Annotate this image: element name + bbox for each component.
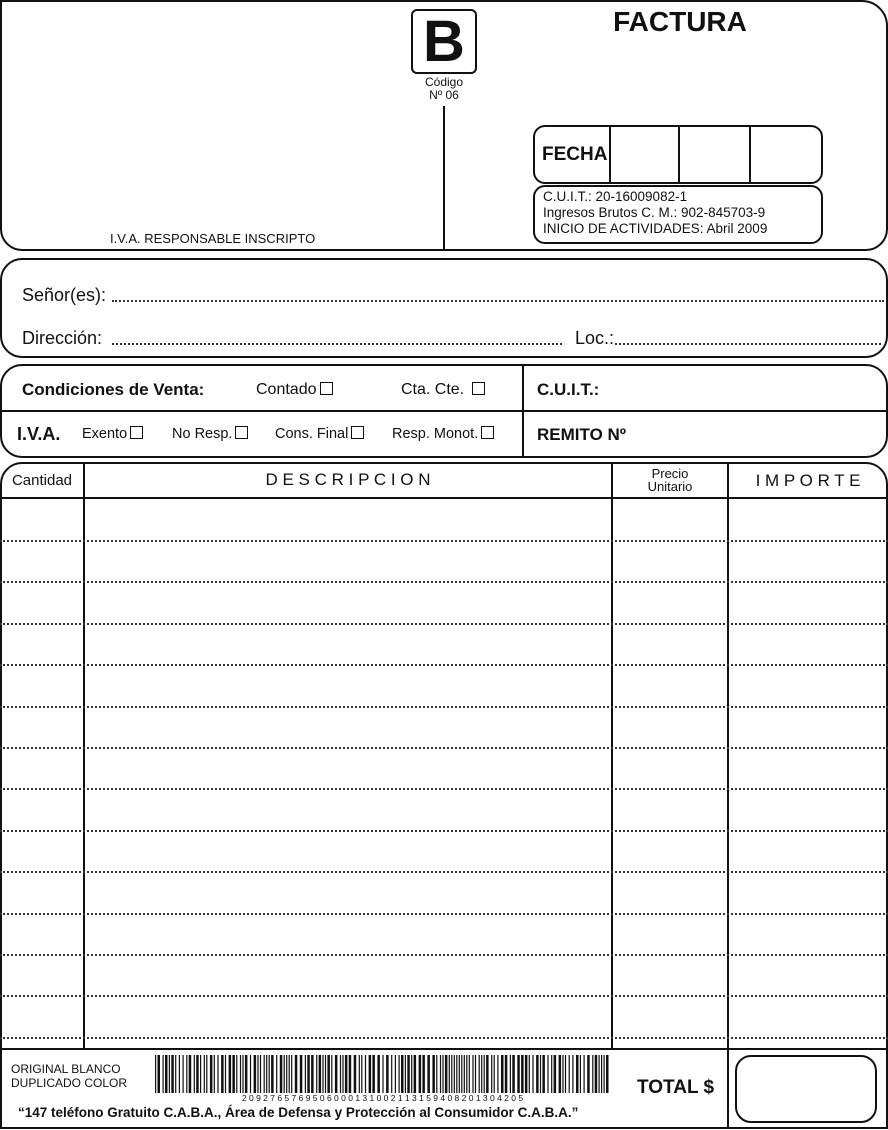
exento-label: Exento <box>82 426 128 442</box>
fecha-label: FECHA <box>535 127 611 182</box>
barcode-bar <box>451 1055 452 1093</box>
ingresos-brutos: Ingresos Brutos C. M.: 902-845703-9 <box>543 205 766 220</box>
barcode-bar <box>540 1055 541 1093</box>
cons-final-checkbox[interactable] <box>351 426 364 439</box>
barcode-bar <box>295 1055 298 1093</box>
table-row[interactable] <box>0 830 888 832</box>
barcode-bar <box>547 1055 548 1093</box>
barcode-bar <box>436 1055 437 1093</box>
barcode-bar <box>536 1055 539 1093</box>
barcode-bar <box>354 1055 357 1093</box>
barcode-number: 2 0 9 2 7 6 5 7 6 9 5 0 6 0 0 0 1 3 1 0 0 2 1 1 3 1 5 9 4 0 8 2 0 1 3 0 4 2 0 5 <box>241 1093 524 1103</box>
remito-label: REMITO Nº <box>537 425 627 444</box>
barcode-bar <box>284 1055 285 1093</box>
barcode-bar <box>266 1055 267 1093</box>
table-row[interactable] <box>0 995 888 997</box>
barcode-bar <box>286 1055 287 1093</box>
barcode-bar <box>300 1055 303 1093</box>
no-resp-option[interactable] <box>172 426 248 442</box>
barcode-bar <box>459 1055 460 1093</box>
barcode-bar <box>414 1055 417 1093</box>
barcode-bar <box>449 1055 450 1093</box>
barcode-bar <box>401 1055 404 1093</box>
cta-cte-label: Cta. Cte. <box>401 381 465 398</box>
client-cuit-label: C.U.I.T.: <box>537 380 600 399</box>
barcode-bar <box>240 1055 241 1093</box>
table-row[interactable] <box>0 913 888 915</box>
barcode-bar <box>469 1055 470 1093</box>
barcode-bar <box>391 1055 392 1093</box>
col-divider-1 <box>83 462 85 1049</box>
barcode-bar <box>472 1055 473 1093</box>
resp-monot-checkbox[interactable] <box>481 426 494 439</box>
header-descripcion: D E S C R I P C I O N <box>265 470 431 489</box>
barcode-bar <box>260 1055 261 1093</box>
barcode-bar <box>155 1055 156 1093</box>
table-row[interactable] <box>0 747 888 749</box>
barcode-bar <box>411 1055 412 1093</box>
direccion-field[interactable] <box>112 343 562 345</box>
barcode-bar <box>204 1055 205 1093</box>
iva-condition: I.V.A. RESPONSABLE INSCRIPTO <box>110 231 316 246</box>
barcode-bar <box>171 1055 174 1093</box>
table-row[interactable] <box>0 706 888 708</box>
barcode-bar <box>335 1055 338 1093</box>
contado-option[interactable] <box>256 381 333 399</box>
barcode-bar <box>214 1055 215 1093</box>
barcode-bar <box>399 1055 400 1093</box>
barcode-bar <box>322 1055 323 1093</box>
invoice-letter-box <box>411 9 477 74</box>
issuer-cuit: C.U.I.T.: 20-16009082-1 <box>543 189 688 204</box>
no-resp-checkbox[interactable] <box>235 426 248 439</box>
barcode-bar <box>521 1055 524 1093</box>
barcode-bar <box>491 1055 492 1093</box>
barcode-bar <box>369 1055 372 1093</box>
barcode-bar <box>569 1055 570 1093</box>
venta-row <box>22 380 204 400</box>
barcode-bar <box>494 1055 495 1093</box>
barcode-bar <box>440 1055 441 1093</box>
table-row[interactable] <box>0 954 888 956</box>
codigo <box>404 76 484 102</box>
fecha-box <box>533 125 823 184</box>
barcode-bar <box>194 1055 195 1093</box>
barcode-bar <box>361 1055 362 1093</box>
fecha-year[interactable] <box>751 127 821 182</box>
loc-field[interactable] <box>615 343 881 345</box>
barcode-bar <box>276 1055 277 1093</box>
copy-info <box>11 1062 127 1090</box>
exento-option[interactable] <box>82 426 143 442</box>
barcode-bar <box>217 1055 218 1093</box>
barcode-bar <box>359 1055 360 1093</box>
barcode-bar <box>432 1055 435 1093</box>
table-row[interactable] <box>0 581 888 583</box>
barcode-bar <box>604 1055 605 1093</box>
barcode-bar <box>250 1055 251 1093</box>
barcode-bar <box>345 1055 348 1093</box>
barcode-bar <box>525 1055 528 1093</box>
table-row[interactable] <box>0 540 888 542</box>
table-row[interactable] <box>0 664 888 666</box>
header-importe: I M P O R T E <box>755 471 861 490</box>
barcode-bar <box>565 1055 566 1093</box>
fecha-day[interactable] <box>611 127 680 182</box>
contado-label: Contado <box>256 381 317 398</box>
codigo-label: Código <box>424 75 464 89</box>
total-field[interactable] <box>735 1055 877 1123</box>
barcode-bar <box>289 1055 290 1093</box>
barcode-bar <box>257 1055 258 1093</box>
loc-label: Loc.: <box>575 328 615 348</box>
table-row[interactable] <box>0 1037 888 1039</box>
barcode-bar <box>481 1055 482 1093</box>
invoice-letter: B <box>423 9 465 74</box>
barcode-bar <box>232 1055 235 1093</box>
copy-original: ORIGINAL BLANCO <box>11 1062 121 1076</box>
cta-cte-option[interactable] <box>401 381 485 399</box>
barcode-bar <box>422 1055 425 1093</box>
exento-checkbox[interactable] <box>130 426 143 439</box>
barcode-bar <box>382 1055 383 1093</box>
barcode-bar <box>419 1055 422 1093</box>
barcode-bar <box>340 1055 341 1093</box>
barcode-bar <box>576 1055 579 1093</box>
no-resp-label: No Resp. <box>172 426 233 442</box>
barcode-bar <box>305 1055 306 1093</box>
barcode-bar <box>532 1055 533 1093</box>
barcode-bar <box>484 1055 485 1093</box>
barcode-bar <box>551 1055 552 1093</box>
barcode-bar <box>497 1055 498 1093</box>
barcode-bar <box>349 1055 352 1093</box>
iva-label: I.V.A. <box>17 424 61 444</box>
barcode-bar <box>599 1055 600 1093</box>
cons-final-label: Cons. Final <box>275 426 349 442</box>
barcode-bar <box>405 1055 406 1093</box>
barcode-bar <box>587 1055 590 1093</box>
barcode-bar <box>271 1055 274 1093</box>
table-header-divider <box>0 497 888 499</box>
barcode-bar <box>229 1055 232 1093</box>
barcode-bar <box>562 1055 563 1093</box>
barcode-bar <box>183 1055 184 1093</box>
conditions-divider-v <box>522 364 524 458</box>
codigo-number: Nº 06 <box>429 88 459 102</box>
barcode-bar <box>517 1055 520 1093</box>
barcode-bar <box>461 1055 462 1093</box>
barcode-bar <box>158 1055 161 1093</box>
barcode-bar <box>466 1055 467 1093</box>
barcode-bar <box>372 1055 375 1093</box>
barcode-bar <box>464 1055 465 1093</box>
barcode-bar <box>542 1055 545 1093</box>
barcode-bar <box>196 1055 199 1093</box>
header-precio-line1: Precio <box>651 466 689 481</box>
barcode-bar <box>595 1055 598 1093</box>
barcode-bar <box>319 1055 322 1093</box>
fecha-month[interactable] <box>680 127 751 182</box>
barcode-bar <box>606 1055 609 1093</box>
table-row[interactable] <box>0 623 888 625</box>
barcode-bar <box>592 1055 593 1093</box>
barcode-bar <box>169 1055 170 1093</box>
barcode-bar <box>505 1055 508 1093</box>
senores-field[interactable] <box>112 300 884 302</box>
issuer-info <box>533 185 823 244</box>
barcode-bar <box>327 1055 330 1093</box>
barcode-bar <box>200 1055 201 1093</box>
table-row[interactable] <box>0 788 888 790</box>
header-precio-line2: Unitario <box>647 479 693 494</box>
barcode-bar <box>206 1055 207 1093</box>
barcode-bar <box>245 1055 248 1093</box>
barcode-bar <box>501 1055 504 1093</box>
contado-checkbox[interactable] <box>320 382 333 395</box>
barcode-bar <box>291 1055 292 1093</box>
barcode-bar <box>264 1055 265 1093</box>
barcode-bar <box>407 1055 410 1093</box>
resp-monot-label: Resp. Monot. <box>392 426 479 442</box>
barcode-bar <box>225 1055 226 1093</box>
barcode-bar <box>580 1055 581 1093</box>
conditions-divider-h <box>0 410 888 412</box>
barcode-bar <box>342 1055 343 1093</box>
barcode-bar <box>331 1055 332 1093</box>
consumer-notice: “147 teléfono Gratuito C.A.B.A., Área de Defensa y Protección al Consumidor C.A.B.A.” <box>18 1105 579 1120</box>
barcode-bar <box>456 1055 457 1093</box>
header-cantidad: Cantidad <box>11 472 73 489</box>
header-divider <box>443 106 445 251</box>
barcode-bar <box>377 1055 380 1093</box>
barcode-bar <box>486 1055 489 1093</box>
copy-duplicado: DUPLICADO COLOR <box>11 1076 128 1090</box>
barcode-bar <box>242 1055 243 1093</box>
barcode-bar <box>163 1055 164 1093</box>
col-divider-3 <box>727 462 729 1129</box>
barcode-bar <box>311 1055 314 1093</box>
barcode-bar <box>584 1055 585 1093</box>
barcode-bar <box>165 1055 168 1093</box>
barcode-bar <box>325 1055 326 1093</box>
barcode-bar <box>572 1055 573 1093</box>
barcode-bar <box>395 1055 396 1093</box>
barcode-bar <box>386 1055 389 1093</box>
total-label: TOTAL $ <box>637 1077 715 1098</box>
barcode <box>155 1055 610 1095</box>
barcode-bar <box>189 1055 192 1093</box>
barcode-bar <box>186 1055 187 1093</box>
cons-final-option[interactable] <box>275 426 364 442</box>
barcode-bar <box>316 1055 317 1093</box>
barcode-bar <box>280 1055 283 1093</box>
document-title: FACTURA <box>613 6 747 37</box>
senores-label: Señor(es): <box>22 285 107 305</box>
barcode-bar <box>365 1055 366 1093</box>
barcode-bar <box>427 1055 430 1093</box>
barcode-bar <box>221 1055 224 1093</box>
barcode-bar <box>529 1055 530 1093</box>
resp-monot-option[interactable] <box>392 426 494 442</box>
venta-label: Condiciones de Venta: <box>22 380 205 399</box>
barcode-bar <box>269 1055 270 1093</box>
barcode-bar <box>510 1055 511 1093</box>
barcode-bar <box>454 1055 455 1093</box>
col-divider-2 <box>611 462 613 1049</box>
barcode-bar <box>179 1055 180 1093</box>
barcode-bar <box>175 1055 176 1093</box>
barcode-bar <box>475 1055 476 1093</box>
table-row[interactable] <box>0 871 888 873</box>
barcode-bar <box>445 1055 448 1093</box>
barcode-bar <box>512 1055 515 1093</box>
direccion-label: Dirección: <box>22 328 103 348</box>
header-precio-unitario <box>612 467 728 493</box>
cta-cte-checkbox[interactable] <box>472 382 485 395</box>
footer-divider <box>0 1048 888 1050</box>
barcode-bar <box>601 1055 602 1093</box>
barcode-bar <box>307 1055 310 1093</box>
barcode-bar <box>554 1055 557 1093</box>
barcode-bar <box>236 1055 237 1093</box>
barcode-bar <box>442 1055 443 1093</box>
barcode-bar <box>254 1055 257 1093</box>
barcode-bar <box>210 1055 213 1093</box>
items-table <box>0 462 888 1129</box>
inicio-actividades: INICIO DE ACTIVIDADES: Abril 2009 <box>543 221 768 236</box>
barcode-bar <box>479 1055 480 1093</box>
barcode-bar <box>559 1055 562 1093</box>
